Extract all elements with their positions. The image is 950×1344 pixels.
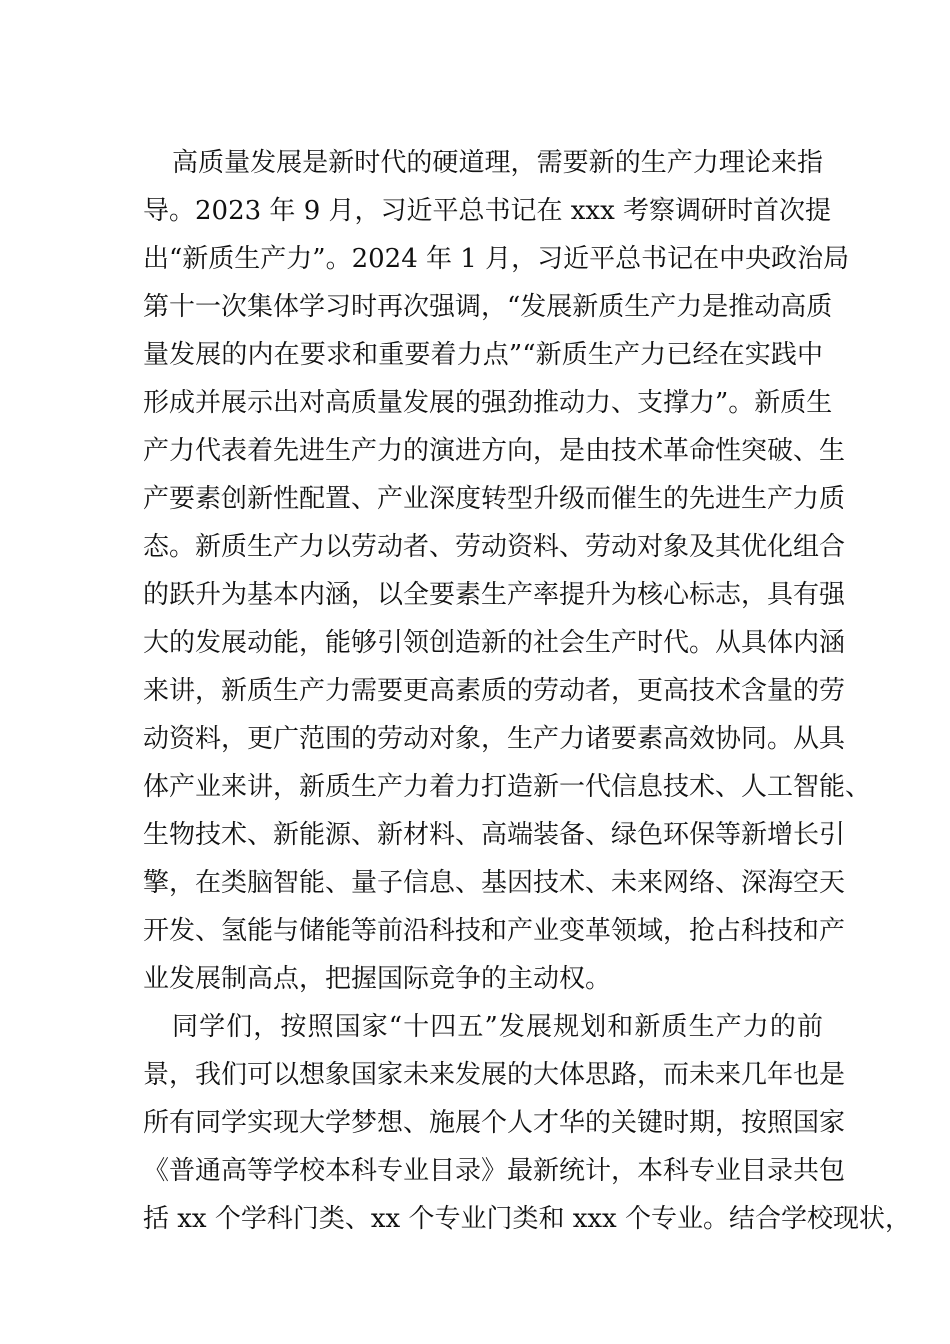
paragraph-line: 产力代表着先进生产力的演进方向，是由技术革命性突破、生 [143,436,846,466]
paragraph-line: 开发、氢能与储能等前沿科技和产业变革领域，抢占科技和产 [143,916,846,946]
paragraph-line: 的跃升为基本内涵，以全要素生产率提升为核心标志，具有强 [143,580,846,610]
paragraph-line: 同学们，按照国家“十四五”发展规划和新质生产力的前 [172,1012,823,1042]
paragraph-line: 业发展制高点，把握国际竞争的主动权。 [143,964,612,994]
paragraph-line: 形成并展示出对高质量发展的强劲推动力、支撑力”。新质生 [143,388,833,418]
paragraph-line: 《普通高等学校本科专业目录》最新统计，本科专业目录共包 [143,1156,846,1186]
paragraph-line: 括 xx 个学科门类、xx 个专业门类和 xxx 个专业。结合学校现状， [143,1204,911,1234]
paragraph-line: 大的发展动能，能够引领创造新的社会生产时代。从具体内涵 [143,628,846,658]
paragraph-line: 高质量发展是新时代的硬道理，需要新的生产力理论来指 [172,148,823,178]
paragraph-line: 出“新质生产力”。2024 年 1 月，习近平总书记在中央政治局 [143,244,850,274]
paragraph-line: 所有同学实现大学梦想、施展个人才华的关键时期，按照国家 [143,1108,846,1138]
paragraph-line: 导。2023 年 9 月，习近平总书记在 xxx 考察调研时首次提 [143,196,832,226]
paragraph-line: 产要素创新性配置、产业深度转型升级而催生的先进生产力质 [143,484,846,514]
paragraph-line: 来讲，新质生产力需要更高素质的劳动者，更高技术含量的劳 [143,676,846,706]
paragraph-line: 生物技术、新能源、新材料、高端装备、绿色环保等新增长引 [143,820,846,850]
paragraph-line: 动资料，更广范围的劳动对象，生产力诸要素高效协同。从具 [143,724,846,754]
paragraph-line: 体产业来讲，新质生产力着力打造新一代信息技术、人工智能、 [143,772,872,802]
paragraph-line: 第十一次集体学习时再次强调，“发展新质生产力是推动高质 [143,292,833,322]
paragraph-line: 量发展的内在要求和重要着力点”“新质生产力已经在实践中 [143,340,823,370]
paragraph-line: 态。新质生产力以劳动者、劳动资料、劳动对象及其优化组合 [143,532,846,562]
paragraph-line: 擎，在类脑智能、量子信息、基因技术、未来网络、深海空天 [143,868,846,898]
paragraph-line: 景，我们可以想象国家未来发展的大体思路，而未来几年也是 [143,1060,846,1090]
